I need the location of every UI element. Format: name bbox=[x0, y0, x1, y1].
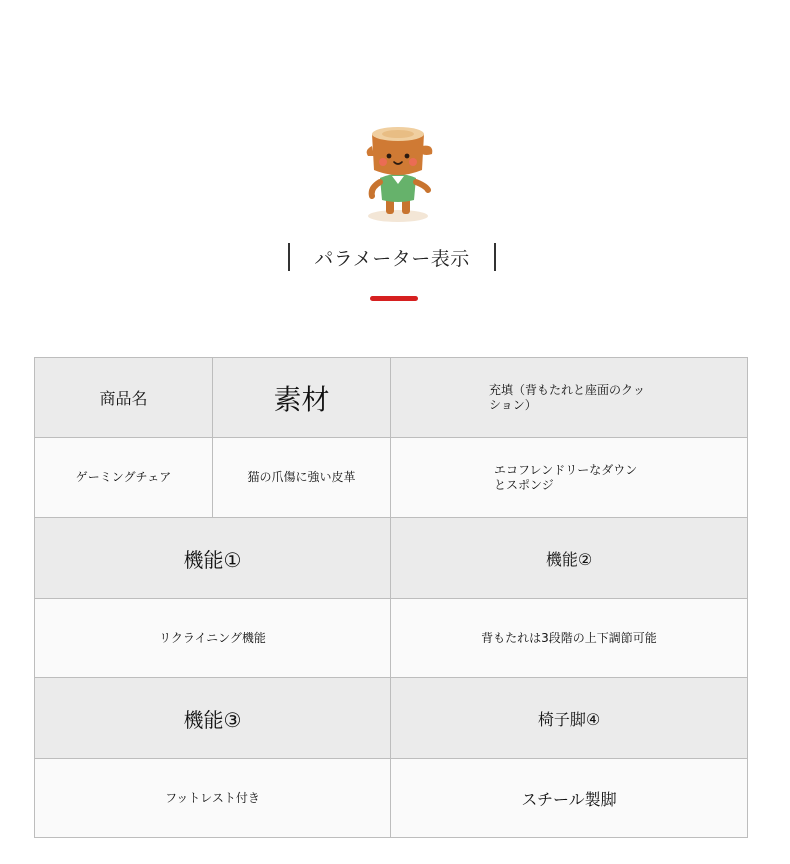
table-cell bbox=[34, 357, 213, 438]
title-accent-line bbox=[370, 296, 418, 301]
table-row bbox=[34, 598, 748, 678]
cell-text: 充填（背もたれと座面のクッション） bbox=[489, 382, 646, 412]
cell-text: 背もたれは3段階の上下調節可能 bbox=[481, 630, 657, 645]
cell-text: スチール製脚 bbox=[521, 789, 617, 809]
cell-text: 商品名 bbox=[99, 389, 148, 408]
table-cell bbox=[390, 677, 748, 759]
title-right-bar bbox=[494, 243, 496, 271]
cell-text: エコフレンドリーなダウンとスポンジ bbox=[494, 462, 638, 492]
table-cell bbox=[390, 517, 748, 599]
table-cell bbox=[34, 677, 391, 759]
cell-text: 機能① bbox=[183, 547, 242, 572]
table-cell bbox=[34, 437, 213, 518]
tree-stump-mascot-icon bbox=[356, 120, 440, 224]
table-cell bbox=[34, 598, 391, 678]
cell-text: リクライニング機能 bbox=[159, 630, 266, 645]
table-cell bbox=[390, 598, 748, 678]
table-row bbox=[34, 437, 748, 518]
table-row bbox=[34, 758, 748, 838]
table-cell bbox=[390, 437, 748, 518]
spec-table bbox=[34, 357, 748, 838]
table-cell bbox=[34, 517, 391, 599]
table-row bbox=[34, 357, 748, 438]
table-cell bbox=[212, 357, 391, 438]
table-row bbox=[34, 517, 748, 599]
cell-text: 猫の爪傷に強い皮革 bbox=[247, 470, 356, 484]
cell-text: 素材 bbox=[273, 382, 330, 416]
section-title-frame bbox=[288, 242, 496, 272]
cell-text: 機能③ bbox=[183, 707, 242, 732]
cell-text: 機能② bbox=[545, 549, 593, 569]
table-cell bbox=[212, 437, 391, 518]
table-row bbox=[34, 677, 748, 759]
section-title: パラメーター表示 bbox=[314, 247, 470, 270]
cell-text: ゲーミングチェア bbox=[75, 470, 172, 484]
title-left-bar bbox=[288, 243, 290, 271]
cell-text: フットレスト付き bbox=[165, 790, 260, 805]
cell-text: 椅子脚④ bbox=[537, 709, 601, 729]
table-cell bbox=[34, 758, 391, 838]
table-cell bbox=[390, 758, 748, 838]
table-cell bbox=[390, 357, 748, 438]
